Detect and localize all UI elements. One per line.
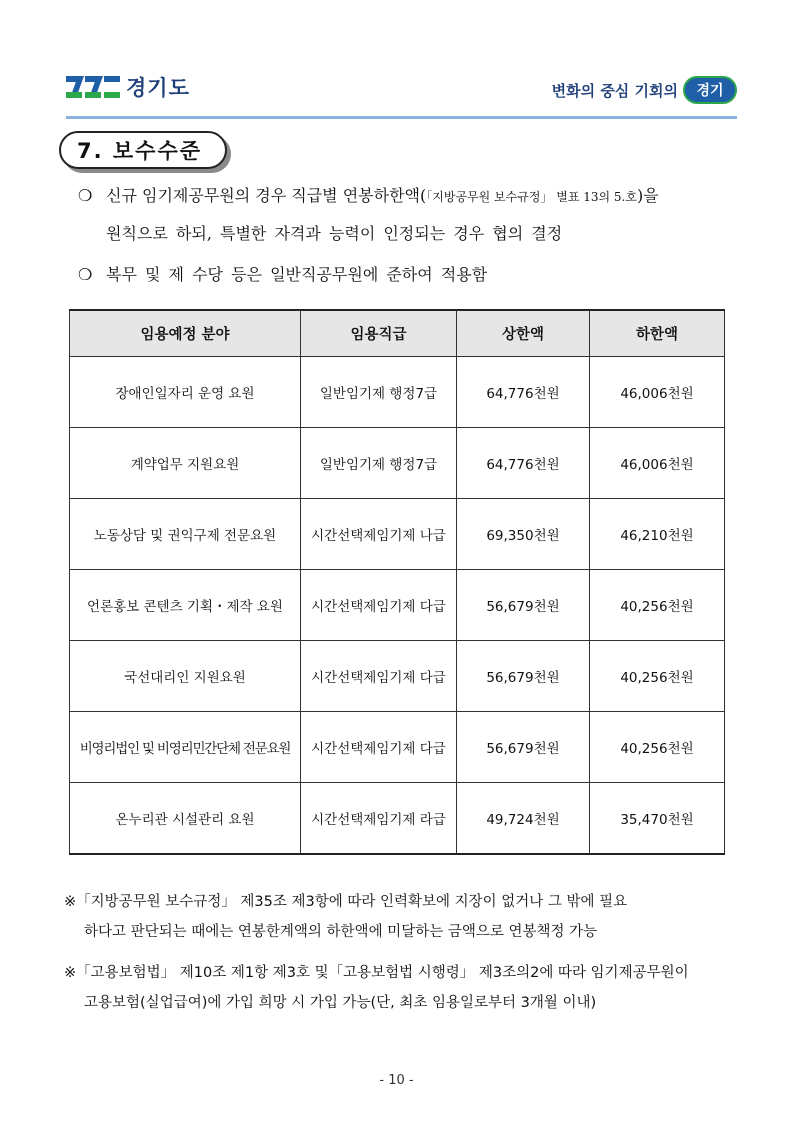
- header-grade: 임용직급: [301, 310, 457, 357]
- table-row: [70, 357, 725, 428]
- table-row: [70, 499, 725, 570]
- table-row: [70, 641, 725, 712]
- cell-field: 언론홍보 콘텐츠 기획・제작 요원: [70, 570, 301, 641]
- note-line: ※「지방공무원 보수규정」 제35조 제3항에 따라 인력확보에 지장이 없거나 그 밖에 필요: [64, 894, 628, 910]
- note-salary-regulation: [64, 887, 744, 947]
- cell-upper: 49,724천원: [457, 783, 590, 855]
- bullet-reference: 「지방공무원 보수규정」 별표 13의 5.호: [426, 190, 637, 204]
- slogan-badge: 경기: [683, 76, 737, 104]
- table-row: [70, 428, 725, 499]
- section-title: 7. 보수수준: [59, 131, 227, 169]
- cell-field: 노동상담 및 권익구제 전문요원: [70, 499, 301, 570]
- table-row: [70, 783, 725, 855]
- gyeonggi-logo-icon: [66, 76, 120, 98]
- cell-field: 비영리법인 및 비영리민간단체 전문요원: [70, 712, 301, 783]
- header-lower-limit: 하한액: [590, 310, 725, 357]
- cell-grade: 시간선택제임기제 다급: [301, 712, 457, 783]
- cell-field: 계약업무 지원요원: [70, 428, 301, 499]
- cell-grade: 시간선택제임기제 나급: [301, 499, 457, 570]
- cell-upper: 56,679천원: [457, 712, 590, 783]
- cell-upper: 69,350천원: [457, 499, 590, 570]
- cell-lower: 46,006천원: [590, 357, 725, 428]
- gyeonggi-logo: [66, 72, 190, 102]
- slogan: [552, 76, 737, 104]
- bullet-salary-principle: [78, 183, 659, 210]
- circle-bullet-icon: ❍: [78, 265, 93, 284]
- note-line: ※「고용보험법」 제10조 제1항 제3호 및「고용보험법 시행령」 제3조의2에 따라 임기제공무원이: [64, 965, 689, 981]
- circle-bullet-icon: ❍: [78, 186, 93, 205]
- slogan-text: 변화의 중심 기회의: [551, 81, 678, 100]
- table-row: [70, 570, 725, 641]
- cell-field: 국선대리인 지원요원: [70, 641, 301, 712]
- bullet-allowances: [78, 262, 487, 288]
- logo-text: 경기도: [126, 76, 190, 100]
- cell-field: 온누리관 시설관리 요원: [70, 783, 301, 855]
- note-line: 하다고 판단되는 때에는 연봉한계액의 하한액에 미달하는 금액으로 연봉책정 가능: [84, 924, 598, 940]
- bullet-text: 복무 및 제 수당 등은 일반직공무원에 준하여 적용함: [106, 265, 488, 284]
- note-employment-insurance: [64, 958, 744, 1018]
- header-upper-limit: 상한액: [457, 310, 590, 357]
- bullet-text: 신규 임기제공무원의 경우 직급별 연봉하한액(: [106, 186, 427, 205]
- cell-grade: 시간선택제임기제 라급: [301, 783, 457, 855]
- bullet-text-end: )을: [636, 186, 659, 205]
- header-divider: [66, 116, 737, 119]
- note-line: 고용보험(실업급여)에 가입 희망 시 가입 가능(단, 최초 임용일로부터 3개월 이내): [84, 995, 597, 1011]
- salary-table: [69, 309, 725, 855]
- cell-lower: 46,210천원: [590, 499, 725, 570]
- cell-lower: 46,006천원: [590, 428, 725, 499]
- cell-lower: 40,256천원: [590, 712, 725, 783]
- cell-grade: 일반임기제 행정7급: [301, 357, 457, 428]
- page-number: - 10 -: [379, 1073, 414, 1088]
- cell-upper: 64,776천원: [457, 357, 590, 428]
- cell-upper: 64,776천원: [457, 428, 590, 499]
- page-header: [66, 66, 737, 116]
- bullet-continuation: 원칙으로 하되, 특별한 자격과 능력이 인정되는 경우 협의 결정: [106, 224, 563, 243]
- cell-grade: 일반임기제 행정7급: [301, 428, 457, 499]
- table-row: [70, 712, 725, 783]
- table-header-row: [70, 310, 725, 357]
- header-field: 임용예정 분야: [70, 310, 301, 357]
- cell-lower: 40,256천원: [590, 570, 725, 641]
- cell-grade: 시간선택제임기제 다급: [301, 570, 457, 641]
- cell-upper: 56,679천원: [457, 641, 590, 712]
- cell-upper: 56,679천원: [457, 570, 590, 641]
- cell-lower: 40,256천원: [590, 641, 725, 712]
- cell-lower: 35,470천원: [590, 783, 725, 855]
- cell-grade: 시간선택제임기제 다급: [301, 641, 457, 712]
- cell-field: 장애인일자리 운영 요원: [70, 357, 301, 428]
